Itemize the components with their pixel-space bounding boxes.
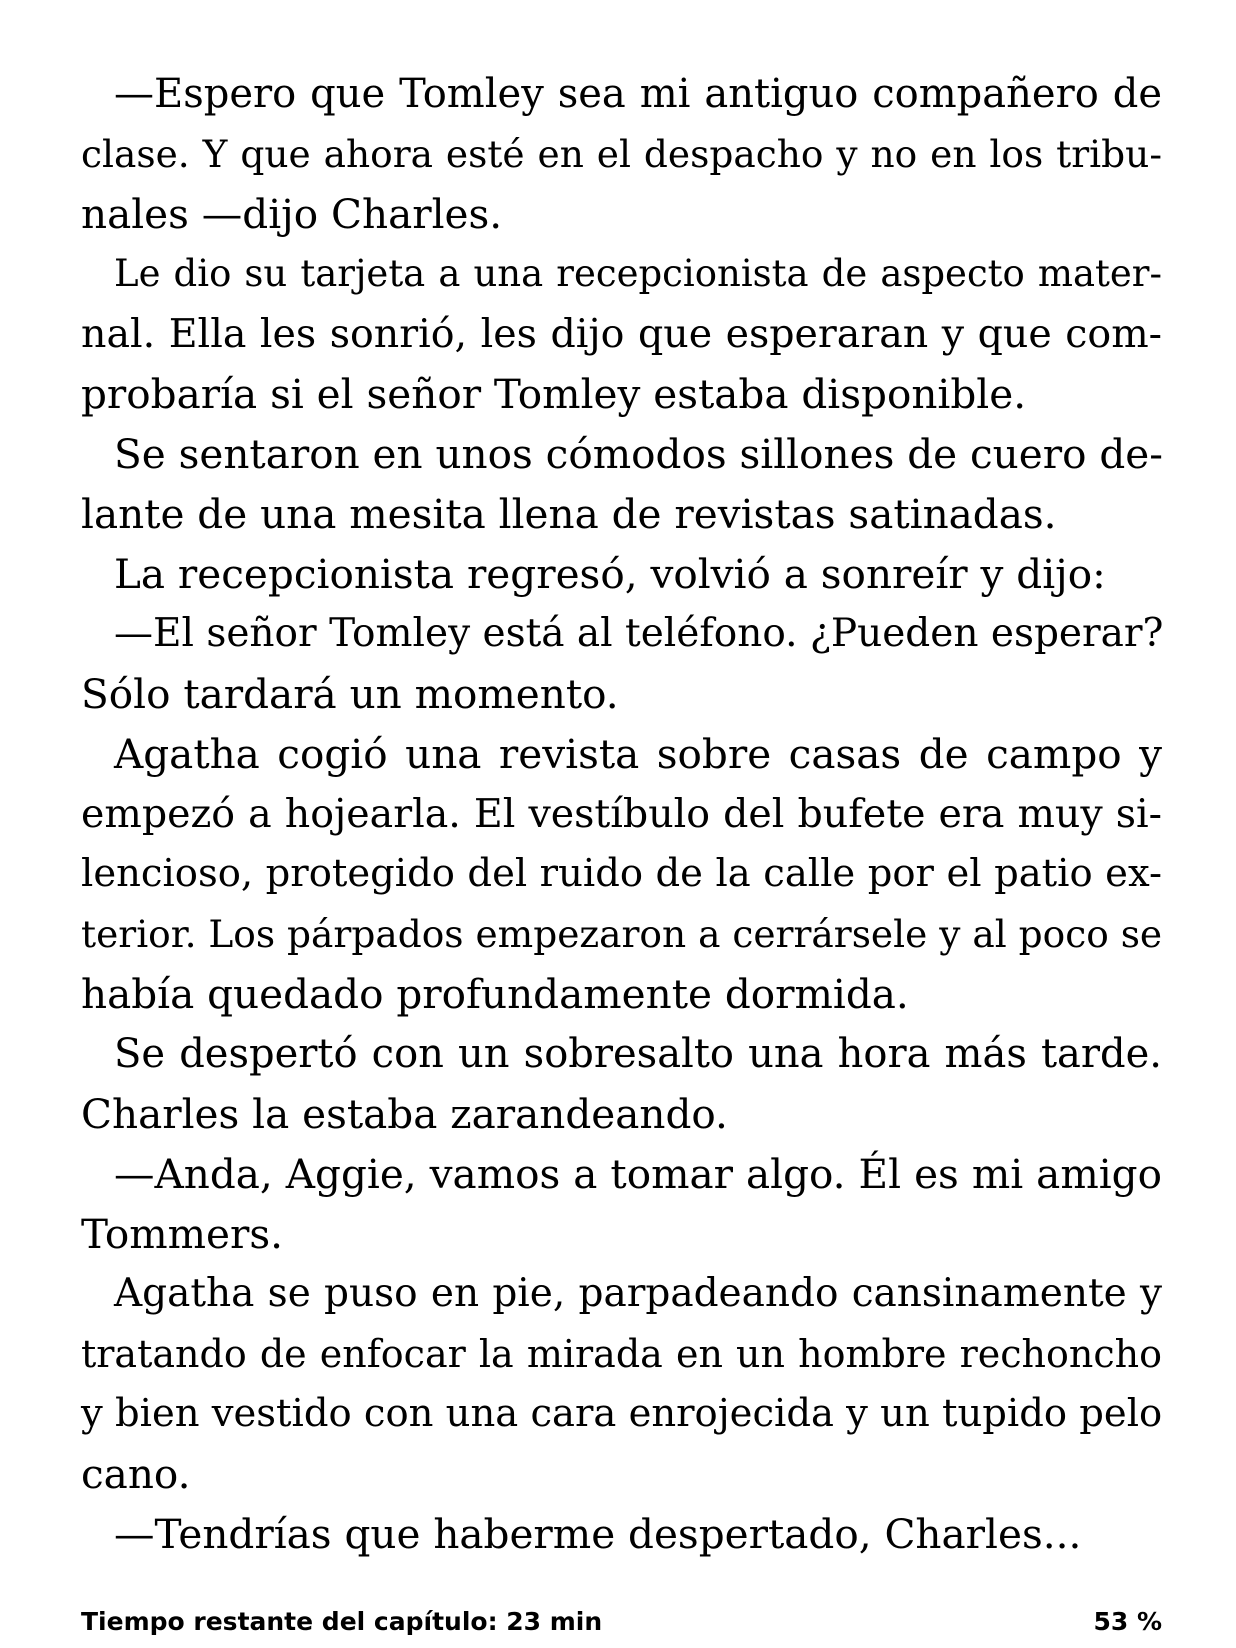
text-line: terior. Los párpados empezaron a cerrársele y al poco se [81,912,1163,956]
text-line: Agatha cogió una revista sobre casas de campo y [114,730,1162,778]
text-line: lencioso, protegido del ruido de la calle por el patio ex- [81,851,1162,896]
text-line: clase. Y que ahora esté en el despacho y no en los tribu- [81,132,1162,176]
text-line: Le dio su tarjeta a una recepcionista de aspecto mater- [114,252,1162,295]
text-line: Tommers. [81,1210,284,1258]
book-progress-percent[interactable]: 53 % [1093,1607,1162,1636]
chapter-time-remaining[interactable]: Tiempo restante del capítulo: 23 min [81,1607,603,1636]
text-line: y bien vestido con una cara enrojecida y un tupido pelo [81,1391,1163,1436]
text-line: nal. Ella les sonrió, les dijo que esperaran y que com- [81,311,1162,357]
text-line: —Espero que Tomley sea mi antiguo compañero de [114,71,1162,117]
text-line: —Anda, Aggie, vamos a tomar algo. Él es mi amigo [114,1150,1162,1198]
text-line: probaría si el señor Tomley estaba disponible. [81,370,1027,418]
text-line: tratando de enfocar la mirada en un hombre rechoncho [81,1332,1162,1376]
text-line: —Tendrías que haberme despertado, Charles... [114,1510,1082,1558]
reading-progress-footer[interactable] [81,1604,1162,1640]
text-line: Sólo tardará un momento. [81,670,619,718]
text-line: Charles la estaba zarandeando. [81,1090,728,1138]
text-line: Se despertó con un sobresalto una hora más tarde. [114,1031,1162,1077]
text-line: nales —dijo Charles. [81,190,503,238]
text-line: La recepcionista regresó, volvió a sonreír y dijo: [114,550,1106,598]
text-line: empezó a hojearla. El vestíbulo del bufete era muy si- [81,791,1162,837]
book-page-text[interactable] [81,64,1162,1564]
text-line: había quedado profundamente dormida. [81,970,909,1018]
text-line: Agatha se puso en pie, parpadeando cansinamente y [114,1271,1162,1316]
text-line: —El señor Tomley está al teléfono. ¿Pueden esperar? [114,611,1164,656]
text-line: lante de una mesita llena de revistas satinadas. [81,490,1057,538]
text-line: Se sentaron en unos cómodos sillones de cuero de- [114,430,1163,478]
text-line: cano. [81,1450,191,1498]
